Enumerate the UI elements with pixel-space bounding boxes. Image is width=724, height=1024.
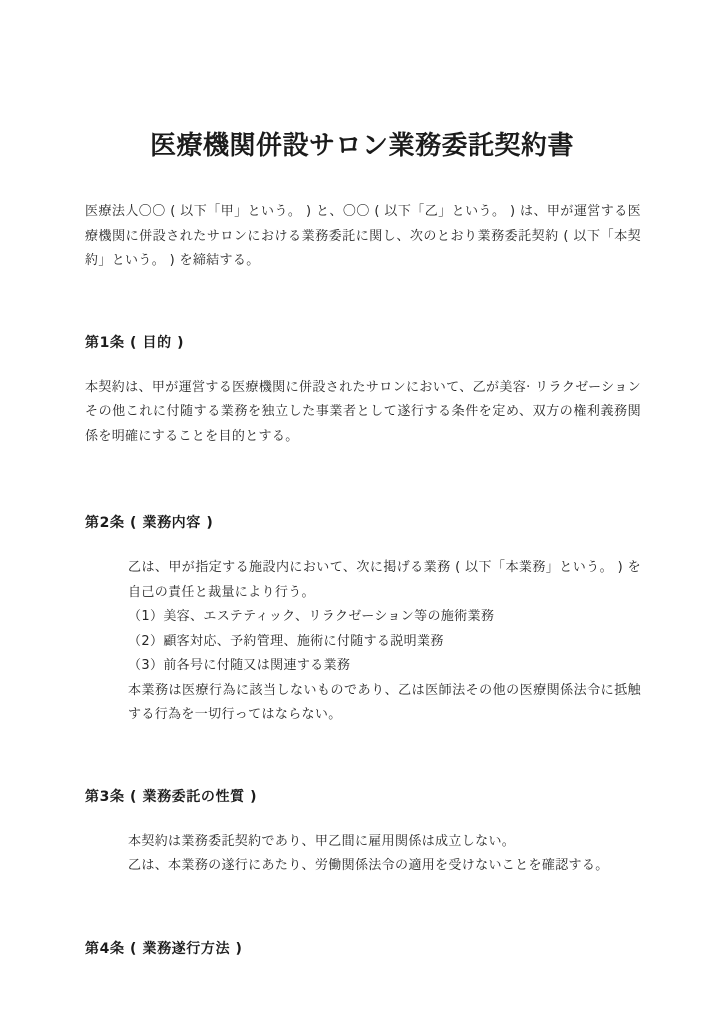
document-body bbox=[85, 200, 641, 961]
preamble-paragraph: 医療法人〇〇 ( 以下「甲」という。 ) と、〇〇 ( 以下「乙」という。 ) は、甲が運営する医療機関に併設されたサロンにおける業務委託に関し、次のとおり業務委託契約 ( 以下「本契約」という。 ) を締結する。 bbox=[85, 204, 641, 268]
article-3-paragraph: 本契約は業務委託契約であり、甲乙間に雇用関係は成立しない。 bbox=[128, 833, 516, 849]
section-spacer bbox=[85, 274, 641, 331]
section-spacer bbox=[85, 449, 641, 511]
article-1-heading: 第1条 ( 目的 ) bbox=[85, 334, 185, 351]
article-1 bbox=[85, 331, 641, 450]
article-3-heading: 第3条 ( 業務委託の性質 ) bbox=[85, 788, 258, 805]
article-3-paragraph: 乙は、本業務の遂行にあたり、労働関係法令の適用を受けないことを確認する。 bbox=[128, 858, 609, 873]
article-1-body bbox=[85, 376, 641, 450]
article-1-paragraph: 本契約は、甲が運営する医療機関に併設されたサロンにおいて、乙が美容· リラクゼーションその他これに付随する業務を独立した事業者として遂行する条件を定め、双方の権利義務関係を明確にすることを目的とする。 bbox=[85, 379, 641, 444]
article-4 bbox=[85, 937, 641, 961]
list-item: （3）前各号に付随又は関連する業務 bbox=[128, 658, 351, 673]
article-2-heading: 第2条 ( 業務内容 ) bbox=[85, 515, 214, 531]
section-spacer bbox=[85, 728, 641, 785]
article-3-body bbox=[128, 830, 641, 879]
article-4-heading: 第4条 ( 業務遂行方法 ) bbox=[85, 940, 243, 957]
article-2 bbox=[85, 511, 641, 728]
section-spacer bbox=[85, 879, 641, 937]
article-2-body bbox=[128, 556, 641, 728]
page-title: 医療機関併設サロン業務委託契約書 bbox=[149, 131, 574, 162]
article-3 bbox=[85, 785, 641, 879]
article-2-paragraph: 乙は、甲が指定する施設内において、次に掲げる業務 ( 以下「本業務」という。 ) を自己の責任と裁量により行う。 bbox=[128, 560, 641, 600]
list-item: （1）美容、エステティック、リラクゼーション等の施術業務 bbox=[128, 609, 495, 624]
article-2-closing-paragraph: 本業務は医療行為に該当しないものであり、乙は医師法その他の医療関係法令に抵触する行為を一切行ってはならない。 bbox=[128, 682, 641, 722]
list-item: （2）顧客対応、予約管理、施術に付随する説明業務 bbox=[128, 633, 444, 649]
